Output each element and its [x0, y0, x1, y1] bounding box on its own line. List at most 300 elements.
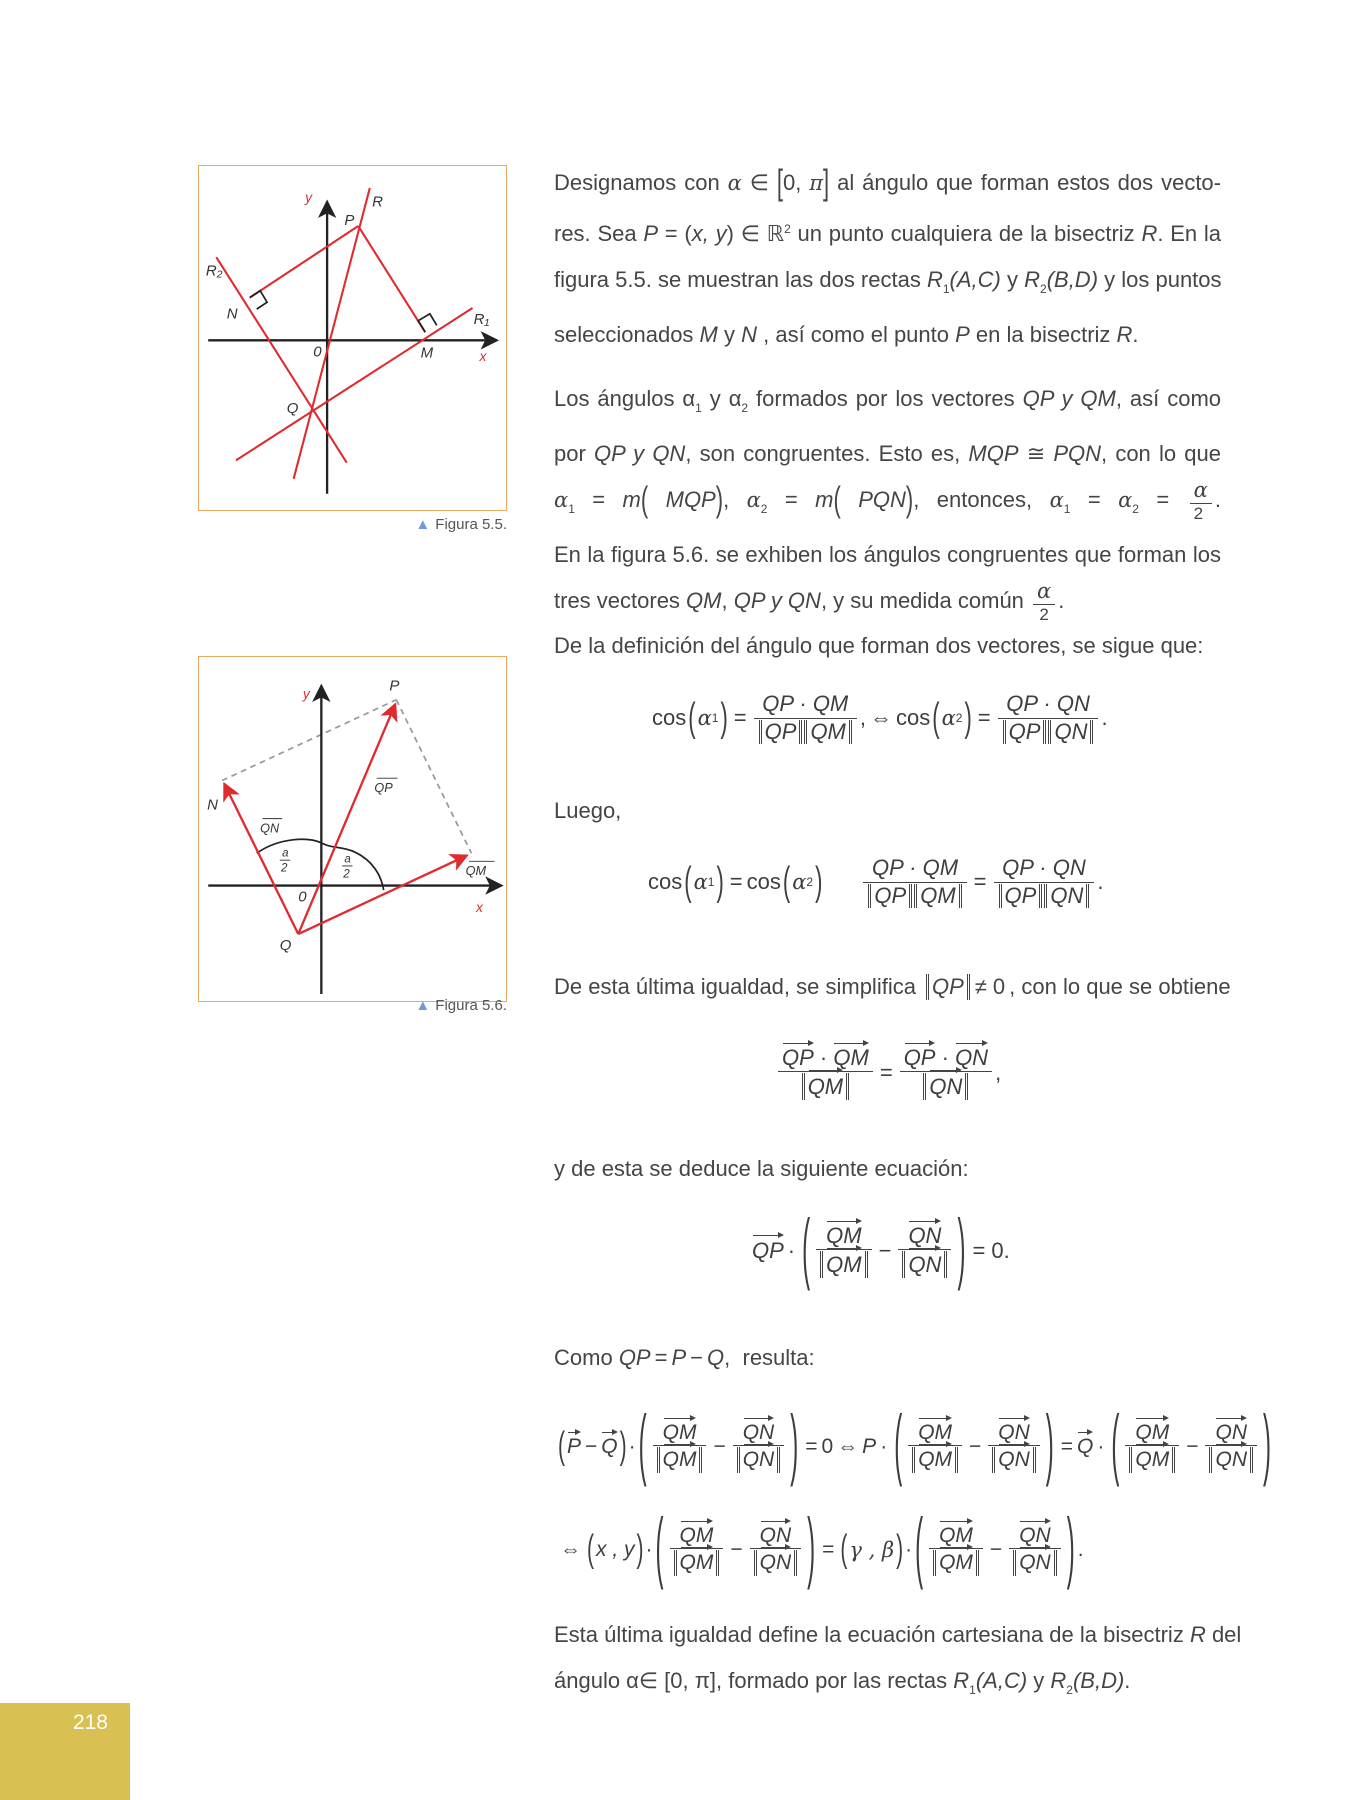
math-token: QM	[804, 720, 851, 744]
label-half-alpha-2: a	[344, 853, 351, 866]
math-symbol: (A,C)	[949, 267, 1001, 292]
math-symbol: 1	[969, 1683, 976, 1697]
text-line	[554, 160, 1221, 206]
label-half-denominator-2: 2	[343, 868, 350, 881]
math-token: =	[973, 869, 987, 894]
text-run: .	[1214, 487, 1221, 512]
math-token: (	[587, 1528, 594, 1570]
math-symbol: M	[699, 322, 718, 347]
text-run: ángulo α∈ [0, π], formado por las rectas	[554, 1668, 954, 1693]
math-token: −	[989, 1538, 1003, 1561]
math-symbol: α	[1049, 488, 1064, 512]
math-symbol: QP y QM	[1022, 386, 1116, 411]
math-symbol: R	[1116, 322, 1133, 347]
math-token: ·	[799, 691, 807, 717]
math-token: )	[896, 1528, 904, 1570]
math-token: α	[697, 706, 712, 730]
figure-5-6-diagram	[199, 657, 506, 1001]
math-token: QN	[998, 1447, 1030, 1473]
vector-qp	[298, 704, 395, 934]
math-token: QN	[998, 1420, 1030, 1444]
math-token: ·	[645, 1538, 653, 1561]
math-token: )	[790, 1400, 799, 1490]
text-line	[554, 312, 1221, 358]
math-token: −	[969, 1435, 982, 1458]
math-token: −	[730, 1538, 743, 1561]
equation-expanded	[556, 1400, 1274, 1494]
math-symbol: (B,D)	[1072, 1668, 1125, 1693]
text-run: .	[1058, 588, 1065, 613]
math-token: , con lo que se obtiene	[1009, 974, 1231, 999]
math-symbol: (	[833, 479, 841, 520]
math-token: (	[688, 694, 696, 740]
math-token: −	[713, 1435, 726, 1458]
text-line	[554, 431, 1221, 477]
math-symbol: MQP	[648, 487, 716, 512]
text-run: tres vectores	[554, 588, 687, 613]
math-token: )	[716, 858, 724, 904]
text-run: y de esta se deduce la siguiente ecuación:	[554, 1156, 969, 1181]
math-symbol: α	[1118, 488, 1133, 512]
math-token: ·	[1039, 855, 1047, 881]
text-line	[554, 532, 1221, 578]
equation-cos-equal	[648, 842, 1103, 922]
math-symbol: MQP	[968, 441, 1019, 466]
math-token: QM	[807, 1073, 844, 1099]
label-p: P	[344, 211, 355, 229]
line-r1	[236, 308, 473, 460]
math-token: QM	[679, 1523, 714, 1547]
text-line	[554, 1661, 1221, 1710]
math-symbol: x, y	[691, 221, 727, 246]
math-symbol: 2	[1040, 282, 1047, 296]
math-token: )	[1262, 1400, 1271, 1490]
math-symbol: [	[776, 162, 783, 203]
math-token: Q	[707, 1345, 725, 1370]
math-token: QP	[872, 855, 904, 881]
math-symbol: 2	[1066, 1683, 1073, 1697]
figure-5-6	[198, 656, 507, 1002]
math-token: =	[1060, 1435, 1074, 1458]
math-token: QM	[662, 1420, 697, 1444]
math-token: )	[720, 694, 728, 740]
math-token: ,	[995, 1060, 1002, 1085]
math-token: Q	[1077, 1435, 1094, 1458]
text-run: = (	[658, 221, 692, 246]
math-symbol: π	[809, 171, 824, 195]
math-token: QN	[760, 1550, 792, 1576]
math-token: QN	[1056, 691, 1090, 717]
math-symbol: R	[1141, 221, 1158, 246]
math-token: ≠ 0	[974, 974, 1006, 999]
text-run: =	[1070, 487, 1119, 512]
math-token: cos	[746, 869, 781, 894]
math-token: 1	[711, 711, 719, 725]
math-token: QN	[1048, 720, 1093, 744]
page-number-tab	[0, 1703, 130, 1800]
text-run: , así como	[1115, 386, 1222, 411]
math-symbol: QP y QN	[733, 588, 821, 613]
math-token: QM	[812, 691, 849, 717]
math-token: (	[684, 858, 692, 904]
text-run: ,	[721, 588, 734, 613]
math-token: QN	[759, 1523, 792, 1547]
text-run: ≅	[1018, 441, 1054, 466]
math-token: 1	[707, 875, 715, 889]
math-symbol: P	[643, 221, 659, 246]
math-symbol: R	[1024, 267, 1040, 292]
math-symbol: ]	[823, 162, 830, 203]
label-y: y	[302, 685, 310, 702]
math-token: P	[862, 1435, 877, 1458]
math-token: QM	[918, 1420, 953, 1444]
math-token: x , y	[596, 1538, 635, 1561]
text-run: =	[767, 487, 816, 512]
right-angle-n-icon	[250, 291, 267, 309]
label-qp: QP	[374, 781, 393, 796]
text-line	[554, 578, 1221, 625]
math-token: ·	[880, 1435, 888, 1458]
math-token: =	[977, 705, 991, 730]
text-run: ) ∈ ℝ	[726, 221, 785, 246]
math-token: Q	[601, 1435, 618, 1458]
right-angle-m-icon	[418, 314, 436, 332]
text-run: y α	[701, 386, 742, 411]
segment-pn	[250, 226, 358, 298]
text-run: Luego,	[554, 798, 622, 823]
text-run: figura 5.5. se muestran las dos rectas	[554, 267, 927, 292]
math-symbol: 1	[942, 282, 950, 296]
math-token: De esta última igualdad, se simplifica	[554, 974, 916, 999]
text-run: =	[574, 487, 623, 512]
math-token: α	[941, 706, 956, 730]
label-qn: QN	[260, 821, 280, 836]
text-run: seleccionados	[554, 322, 700, 347]
math-token: QM	[833, 1044, 869, 1070]
math-token: P	[671, 1345, 687, 1370]
text-run: . En la	[1157, 221, 1222, 246]
text-run: =	[1138, 487, 1187, 512]
fraction	[1190, 479, 1212, 524]
text-run: del	[1205, 1622, 1242, 1647]
math-token: =	[805, 1435, 818, 1458]
math-token: QN	[929, 1073, 963, 1099]
text-run: en la bisectriz	[969, 322, 1117, 347]
text-run: y	[717, 322, 742, 347]
math-token: =	[733, 705, 747, 730]
text-line	[554, 206, 1221, 257]
label-r2: R₂	[205, 262, 223, 280]
math-symbol: QM	[686, 588, 722, 613]
triangle-icon: ▲	[415, 997, 431, 1014]
math-token: )	[1045, 1400, 1054, 1490]
math-symbol: m	[815, 487, 834, 512]
text-run: un punto cualquiera de la bisectriz	[790, 221, 1142, 246]
math-token: QP	[1006, 691, 1038, 717]
math-token: .	[1077, 1538, 1084, 1561]
math-token: QM	[939, 1550, 973, 1576]
caption-text: Figura 5.6.	[435, 997, 507, 1014]
math-token: QP	[762, 691, 794, 717]
fraction-part: 2	[1033, 604, 1055, 625]
dashed-pm	[396, 700, 471, 854]
math-symbol: )	[715, 479, 724, 520]
dashed-np	[222, 700, 396, 781]
math-token: QP	[1003, 720, 1047, 744]
math-token: (	[915, 1503, 924, 1593]
math-token: α	[792, 870, 807, 894]
math-symbol: N	[741, 322, 757, 347]
text-run: Designamos con	[554, 170, 728, 195]
math-token: (	[840, 1528, 848, 1570]
text-run: .	[1132, 322, 1139, 347]
math-symbol: PQN	[840, 487, 906, 512]
math-token: cos	[896, 705, 931, 730]
math-token: QN	[1044, 884, 1089, 908]
text-run: al ángulo que forman estos dos vecto-	[829, 170, 1221, 195]
math-token: =	[879, 1060, 893, 1085]
math-token: = 0.	[972, 1238, 1010, 1263]
math-symbol: 2	[741, 401, 749, 415]
label-q: Q	[279, 937, 292, 955]
label-r1: R₁	[473, 311, 490, 329]
math-token: QN	[1019, 1550, 1051, 1576]
text-line	[554, 257, 1221, 312]
math-token: QP	[752, 1238, 784, 1263]
paragraph-intro	[554, 160, 1221, 358]
page-number: 218	[72, 1711, 108, 1734]
math-token: cos	[648, 869, 683, 894]
paragraph-conclusion	[554, 1615, 1242, 1710]
math-token: (	[894, 1400, 903, 1490]
math-token: (	[1111, 1400, 1120, 1490]
math-token: (	[655, 1503, 664, 1593]
math-token: QN	[743, 1447, 775, 1473]
paragraph-como	[554, 1335, 815, 1381]
math-token: QM	[663, 1447, 697, 1473]
text-run: res. Sea	[554, 221, 644, 246]
math-token: QN	[908, 1222, 942, 1248]
math-symbol: P	[955, 322, 970, 347]
math-token: QM	[922, 855, 959, 881]
paragraph-luego	[554, 788, 1221, 834]
math-token: ·	[1097, 1435, 1105, 1458]
math-token: ·	[941, 1044, 949, 1070]
text-run: , así como el punto	[757, 322, 956, 347]
math-token: QP	[868, 884, 912, 908]
label-origin: 0	[298, 888, 307, 906]
math-token: )	[636, 1528, 644, 1570]
text-run: , entonces,	[913, 487, 1050, 512]
figure-5-5	[198, 165, 507, 511]
label-n: N	[207, 796, 218, 814]
equation-cosines	[652, 678, 1108, 758]
math-token: ·	[1043, 691, 1051, 717]
math-token: (	[802, 1204, 811, 1294]
math-token: Como	[554, 1345, 613, 1370]
math-token: QM	[1135, 1420, 1170, 1444]
math-token: (	[638, 1400, 647, 1490]
math-token: (	[782, 858, 791, 904]
math-symbol: 2	[784, 222, 791, 236]
math-token: QN	[1215, 1447, 1247, 1473]
math-token: ⇔	[837, 1435, 859, 1458]
math-token: −	[1186, 1435, 1199, 1458]
text-run: En la figura 5.6. se exhiben los ángulos congruentes que forman los	[554, 542, 1221, 567]
math-token: QN	[1215, 1420, 1247, 1444]
text-run: 0,	[782, 170, 810, 195]
text-run: .	[1124, 1668, 1131, 1693]
math-token: =	[729, 869, 743, 894]
math-token: (	[558, 1425, 565, 1467]
label-y: y	[305, 188, 313, 205]
equation-simplified	[775, 1025, 1001, 1121]
math-symbol: 1	[1063, 502, 1071, 516]
math-token: −	[878, 1238, 892, 1263]
math-token: 2	[955, 711, 963, 725]
text-run: por	[554, 441, 594, 466]
math-symbol: )	[905, 479, 914, 520]
figure-5-5-caption	[415, 516, 507, 533]
text-run: De la definición del ángulo que forman dos vectores, se sigue que:	[554, 633, 1204, 658]
math-token: QM	[914, 884, 961, 908]
paragraph-definition	[554, 623, 1221, 669]
math-symbol: 2	[1132, 502, 1139, 516]
text-line	[554, 477, 1221, 532]
math-token: QP	[1002, 855, 1034, 881]
math-token: ·	[787, 1238, 796, 1263]
label-half-denominator-1: 2	[280, 862, 288, 875]
math-token: −	[585, 1435, 598, 1458]
fraction-part: α	[1193, 477, 1208, 502]
equation-cartesian	[556, 1503, 1084, 1597]
math-symbol: 1	[695, 401, 702, 415]
text-run: , son congruentes. Esto es,	[685, 441, 969, 466]
math-token: QP	[931, 974, 964, 999]
math-symbol: PQN	[1053, 441, 1102, 466]
math-token: ·	[909, 855, 917, 881]
math-symbol: α	[554, 488, 569, 512]
math-token: QM	[1135, 1447, 1169, 1473]
math-token: QM	[826, 1222, 862, 1248]
figure-5-6-caption	[415, 997, 507, 1014]
math-token: 2	[806, 875, 814, 889]
math-token: )	[815, 858, 823, 904]
label-q: Q	[286, 400, 299, 418]
math-symbol: R	[953, 1668, 970, 1693]
text-run: ∈	[741, 170, 777, 195]
paragraph-deduce	[554, 1146, 1221, 1192]
text-run: Esta última igualdad define la ecuación cartesiana de la bisectriz	[554, 1622, 1190, 1647]
label-n: N	[226, 305, 238, 323]
math-symbol: QP y QN	[593, 441, 686, 466]
math-token: cos	[652, 705, 687, 730]
math-token: P	[567, 1435, 582, 1458]
math-symbol: α	[727, 171, 742, 195]
fraction-part: 2	[1190, 503, 1212, 524]
text-line	[554, 376, 1221, 431]
math-token: )	[619, 1425, 627, 1467]
caption-text: Figura 5.5.	[435, 516, 507, 533]
segment-pm	[358, 226, 425, 332]
text-line	[554, 1615, 1242, 1661]
math-token: )	[1066, 1503, 1075, 1593]
math-token: QN	[955, 1044, 989, 1070]
math-token: )	[964, 694, 972, 740]
math-token: .	[1101, 705, 1108, 730]
math-token: QM	[939, 1523, 973, 1547]
math-token: .	[1097, 869, 1104, 894]
bisector-r	[294, 188, 370, 479]
text-line	[554, 623, 1221, 669]
label-qm: QM	[465, 864, 487, 879]
text-run: y	[1027, 1668, 1051, 1693]
math-symbol: 2	[760, 502, 768, 516]
text-line	[554, 1146, 1221, 1192]
math-token: ·	[628, 1435, 636, 1458]
math-symbol: m	[622, 487, 641, 512]
math-token: ⇔	[560, 1538, 581, 1561]
label-m: M	[420, 344, 434, 362]
math-token: ⇔	[870, 705, 893, 730]
math-token: QN	[908, 1251, 942, 1277]
label-r: R	[372, 193, 383, 211]
math-token: )	[807, 1503, 816, 1593]
math-token: −	[690, 1345, 704, 1370]
text-run: y los puntos	[1098, 267, 1222, 292]
math-token: QN	[1052, 855, 1086, 881]
math-token: QM	[680, 1550, 714, 1576]
text-run: Los ángulos α	[554, 386, 696, 411]
math-token: QP	[618, 1345, 651, 1370]
label-x: x	[479, 348, 487, 365]
text-run: formados por los vectores	[748, 386, 1023, 411]
label-x: x	[475, 899, 483, 916]
text-run: , con lo que	[1101, 441, 1221, 466]
math-token: =	[654, 1345, 668, 1370]
math-symbol: (B,D)	[1046, 267, 1099, 292]
label-p: P	[389, 677, 400, 695]
figure-5-5-diagram	[199, 166, 506, 510]
label-origin: 0	[313, 343, 322, 361]
math-symbol: α	[746, 488, 761, 512]
math-token: ·	[819, 1044, 828, 1070]
math-token: ,	[859, 705, 867, 730]
math-token: QM	[826, 1251, 862, 1277]
math-symbol: (	[640, 479, 649, 520]
math-token: 0	[821, 1435, 834, 1458]
math-token: resulta:	[742, 1345, 815, 1370]
math-token: (	[932, 694, 940, 740]
paragraph-simplify	[554, 964, 1231, 1010]
math-symbol: 1	[568, 502, 575, 516]
math-symbol: R	[1050, 1668, 1067, 1693]
math-token: )	[957, 1204, 966, 1294]
math-symbol: (A,C)	[975, 1668, 1028, 1693]
math-token: QP	[782, 1044, 814, 1070]
math-token: QP	[759, 720, 803, 744]
text-run: y	[1000, 267, 1025, 292]
math-token: α	[693, 870, 708, 894]
math-symbol: R	[926, 267, 943, 292]
triangle-icon: ▲	[415, 516, 431, 533]
math-token: ,	[724, 1345, 731, 1370]
math-token: QM	[918, 1447, 952, 1473]
fraction-part: α	[1037, 578, 1052, 603]
label-half-alpha-1: a	[282, 847, 289, 860]
paragraph-angles	[554, 376, 1221, 625]
math-token: QN	[742, 1420, 775, 1444]
